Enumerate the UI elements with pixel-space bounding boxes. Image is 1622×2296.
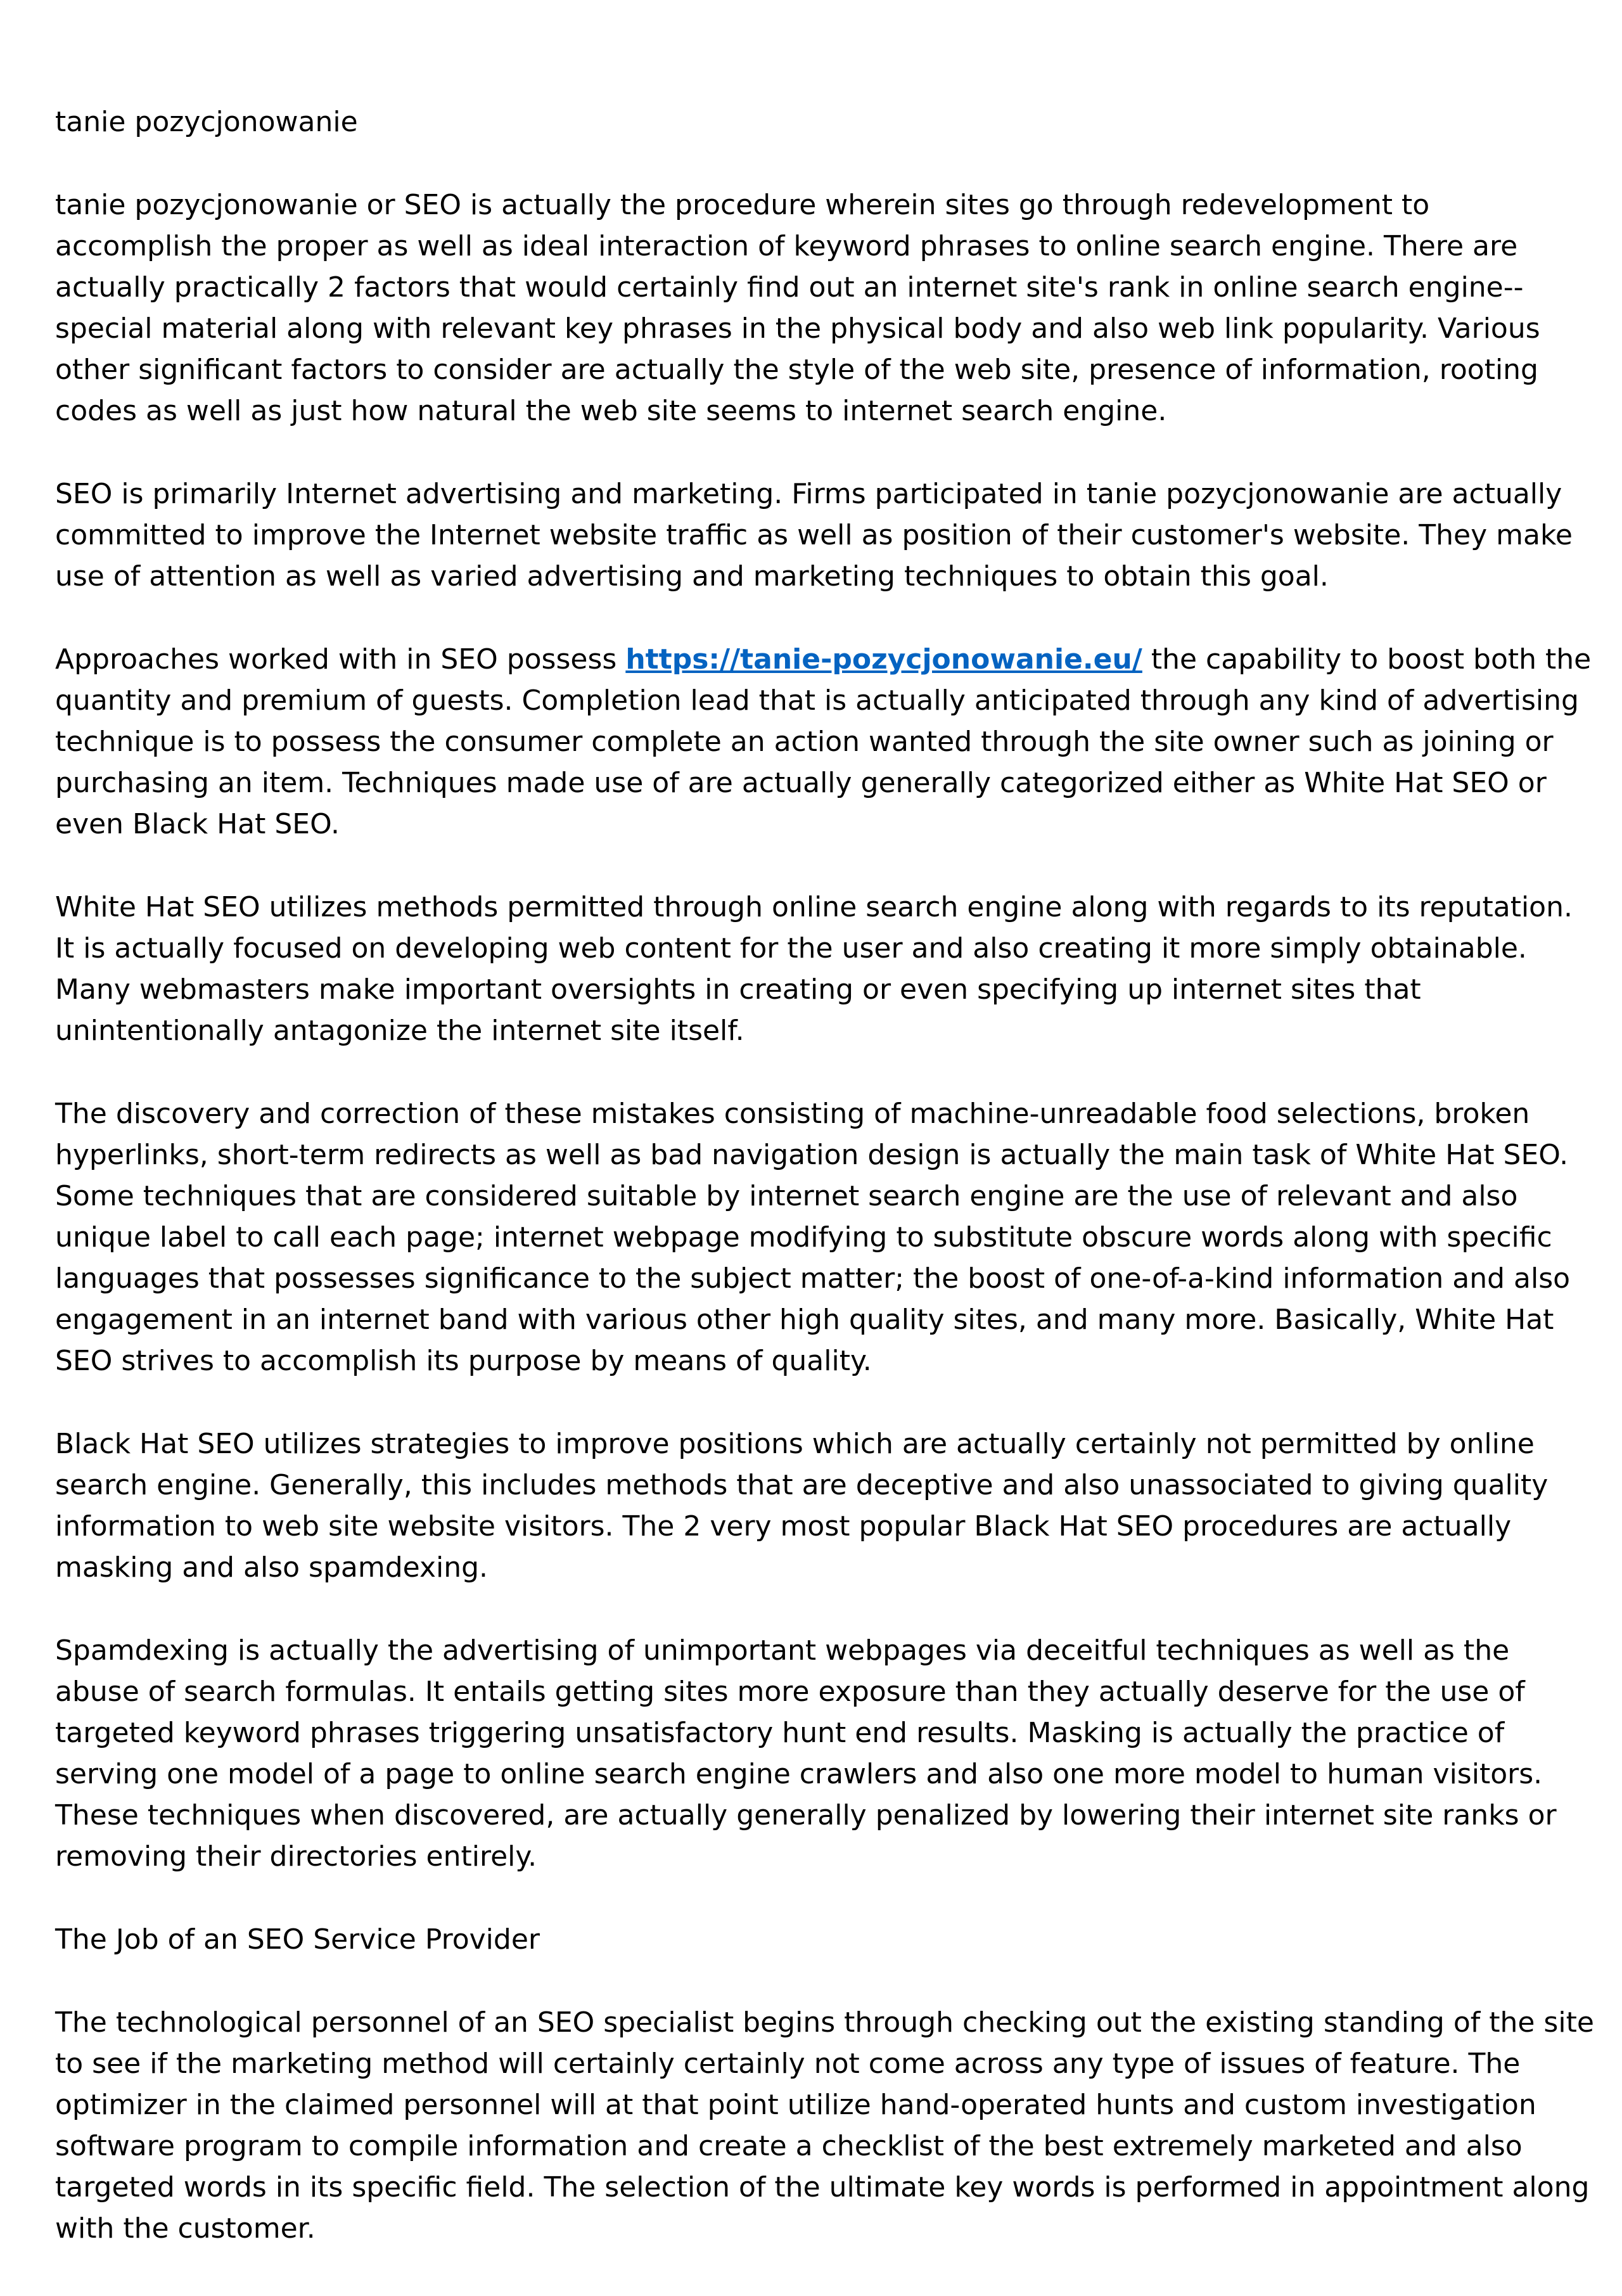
tanie-pozycjonowanie-link[interactable]: https://tanie-pozycjonowanie.eu/ bbox=[625, 643, 1142, 676]
paragraph-white-hat-techniques: The discovery and correction of these mistakes consisting of machine-unreadable food selections, broken hyperlinks, short-term redirects as well as bad navigation design is actually the main task of White Hat SEO. Some techniques that are considered suitable by internet search engine are the use of relevant and also unique label to call each page; internet webpage modifying to substitute obscure words along with specific languages that possesses significance to the subject matter; the boost of one-of-a-kind information and also engagement in an internet band with various other high quality sites, and many more. Basically, White Hat SEO strives to accomplish its purpose by means of quality. bbox=[55, 1098, 1571, 1377]
document-title: tanie pozycjonowanie bbox=[55, 106, 358, 138]
section-heading-seo-provider: The Job of an SEO Service Provider bbox=[55, 1923, 540, 1956]
paragraph-approaches-text-start: Approaches worked with in SEO possess bbox=[55, 643, 626, 676]
paragraph-spamdexing: Spamdexing is actually the advertising of unimportant webpages via deceitful techniques as well as the abuse of search formulas. It entails getting sites more exposure than they actually deserve for the use of targeted keyword phrases triggering unsatisfactory hunt end results. Masking is actually the practice of serving one model of a page to online search engine crawlers and also one more model to human visitors. These techniques when discovered, are actually generally penalized by lowering their internet site ranks or removing their directories entirely. bbox=[55, 1634, 1557, 1873]
paragraph-white-hat: White Hat SEO utilizes methods permitted through online search engine along with regards to its reputation. It is actually focused on developing web content for the user and also creating it more simply obtainable. Many webmasters make important oversights in creating or even specifying up internet sites that unintentionally antagonize the internet site itself. bbox=[55, 891, 1573, 1047]
paragraph-internet-advertising: SEO is primarily Internet advertising and marketing. Firms participated in tanie pozycjonowanie are actually committed to improve the Internet website traffic as well as position of their customer's website. They make use of attention as well as varied advertising and marketing techniques to obtain this goal. bbox=[55, 478, 1573, 593]
paragraph-approaches bbox=[55, 639, 1595, 845]
paragraph-approaches-text-end: the capability to boost both the quantity and premium of guests. Completion lead that is actually anticipated through any kind of advertising technique is to possess the consumer complete an action wanted through the site owner such as joining or purchasing an item. Techniques made use of are actually generally categorized either as White Hat SEO or even Black Hat SEO. bbox=[55, 643, 1592, 840]
paragraph-seo-specialist: The technological personnel of an SEO specialist begins through checking out the existing standing of the site to see if the marketing method will certainly certainly not come across any type of issues of feature. The optimizer in the claimed personnel will at that point utilize hand-operated hunts and custom investigation software program to compile information and create a checklist of the best extremely marketed and also targeted words in its specific field. The selection of the ultimate key words is performed in appointment along with the customer. bbox=[55, 2006, 1594, 2245]
document-page bbox=[55, 101, 1595, 2291]
paragraph-seo-intro: tanie pozycjonowanie or SEO is actually the procedure wherein sites go through redevelopment to accomplish the proper as well as ideal interaction of keyword phrases to online search engine. There are actually practically 2 factors that would certainly find out an internet site's rank in online search engine-- special material along with relevant key phrases in the physical body and also web link popularity. Various other significant factors to consider are actually the style of the web site, presence of information, rooting codes as well as just how natural the web site seems to internet search engine. bbox=[55, 189, 1540, 427]
paragraph-black-hat: Black Hat SEO utilizes strategies to improve positions which are actually certainly not permitted by online search engine. Generally, this includes methods that are deceptive and also unassociated to giving quality information to web site website visitors. The 2 very most popular Black Hat SEO procedures are actually masking and also spamdexing. bbox=[55, 1428, 1549, 1584]
